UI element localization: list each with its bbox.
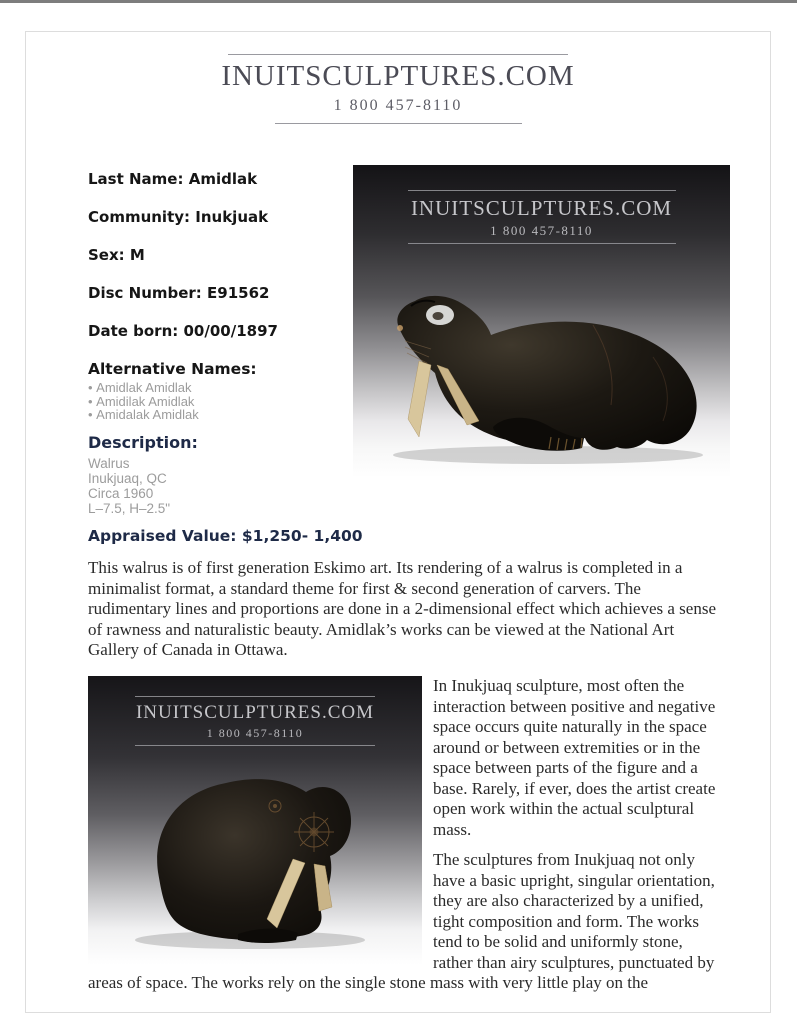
field-sex	[88, 246, 343, 264]
field-value: M	[129, 246, 145, 264]
paragraph-1: This walrus is of first generation Eskimo art. Its rendering of a walrus is completed in a minimalist format, a standard theme for first & second generation of carvers. The rudimentary lines and proportions are done in a 2-dimensional effect which achieves a sense of rawness and naturalistic beauty. Amidlak’s works can be viewed at the National Art Gallery of Canada in Ottawa.	[88, 558, 717, 659]
watermark-phone: 1 800 457-8110	[490, 223, 593, 238]
field-label: Date born:	[88, 322, 179, 340]
field-community	[88, 208, 343, 226]
site-title: INUITSCULPTURES.COM	[221, 60, 575, 92]
photo-watermark	[88, 696, 422, 746]
window-top-edge	[0, 0, 797, 3]
alternative-names-heading: Alternative Names:	[88, 360, 257, 378]
site-header	[25, 54, 771, 124]
alternative-names-list	[88, 381, 343, 422]
sculpture-photo-front	[88, 676, 422, 965]
description-line: Inukjuaq, QC	[88, 470, 167, 486]
header-rule-bottom	[275, 123, 522, 124]
description-line: Circa 1960	[88, 485, 154, 501]
field-last-name	[88, 170, 343, 188]
field-value: E91562	[207, 284, 270, 302]
watermark-rule-top	[135, 696, 375, 697]
field-label: Sex:	[88, 246, 125, 264]
description-line: L–7.5, H–2.5"	[88, 500, 171, 516]
field-label: Disc Number:	[88, 284, 202, 302]
description-heading: Description:	[88, 432, 198, 452]
photo-watermark	[353, 190, 730, 244]
watermark-title: INUITSCULPTURES.COM	[135, 702, 375, 723]
watermark-rule-bottom	[135, 745, 375, 746]
field-value: Inukjuak	[195, 208, 269, 226]
alternative-name-item: • Amidalak Amidlak	[88, 408, 343, 422]
field-disc-number	[88, 284, 343, 302]
field-value: 00/00/1897	[183, 322, 278, 340]
lower-section	[88, 676, 717, 994]
field-label: Last Name:	[88, 170, 184, 188]
description-line: Walrus	[88, 455, 130, 471]
alternative-name-item: • Amidilak Amidlak	[88, 395, 343, 409]
field-date-born	[88, 322, 343, 340]
alternative-name-item: • Amidlak Amidlak	[88, 381, 343, 395]
site-phone: 1 800 457-8110	[333, 97, 463, 114]
watermark-rule-bottom	[408, 243, 676, 244]
watermark-rule-top	[408, 190, 676, 191]
watermark-phone: 1 800 457-8110	[206, 726, 304, 740]
artist-details	[88, 170, 343, 516]
field-label: Community:	[88, 208, 191, 226]
header-rule-top	[228, 54, 568, 55]
watermark-title: INUITSCULPTURES.COM	[410, 196, 673, 220]
sculpture-photo-side	[353, 165, 730, 478]
appraised-value: Appraised Value: $1,250- 1,400	[88, 527, 363, 545]
field-value: Amidlak	[188, 170, 258, 188]
paragraph-2: In Inukjuaq sculpture, most often the interaction between positive and negative space occurs quite naturally in the space around or between extremities or in the space between parts of the figure and a base. Rarely, if ever, does the artist create open work within the actual sculptural mass.	[433, 676, 716, 839]
paragraph-3: The sculptures from Inukjuaq not only have a basic upright, singular orientation, they are also characterized by a unified, tight composition and form. The works tend to be solid and uniformly stone, rather than airy sculptures, punctuated by areas of space. The works rely on the single stone mass with very little play on the	[88, 850, 715, 992]
